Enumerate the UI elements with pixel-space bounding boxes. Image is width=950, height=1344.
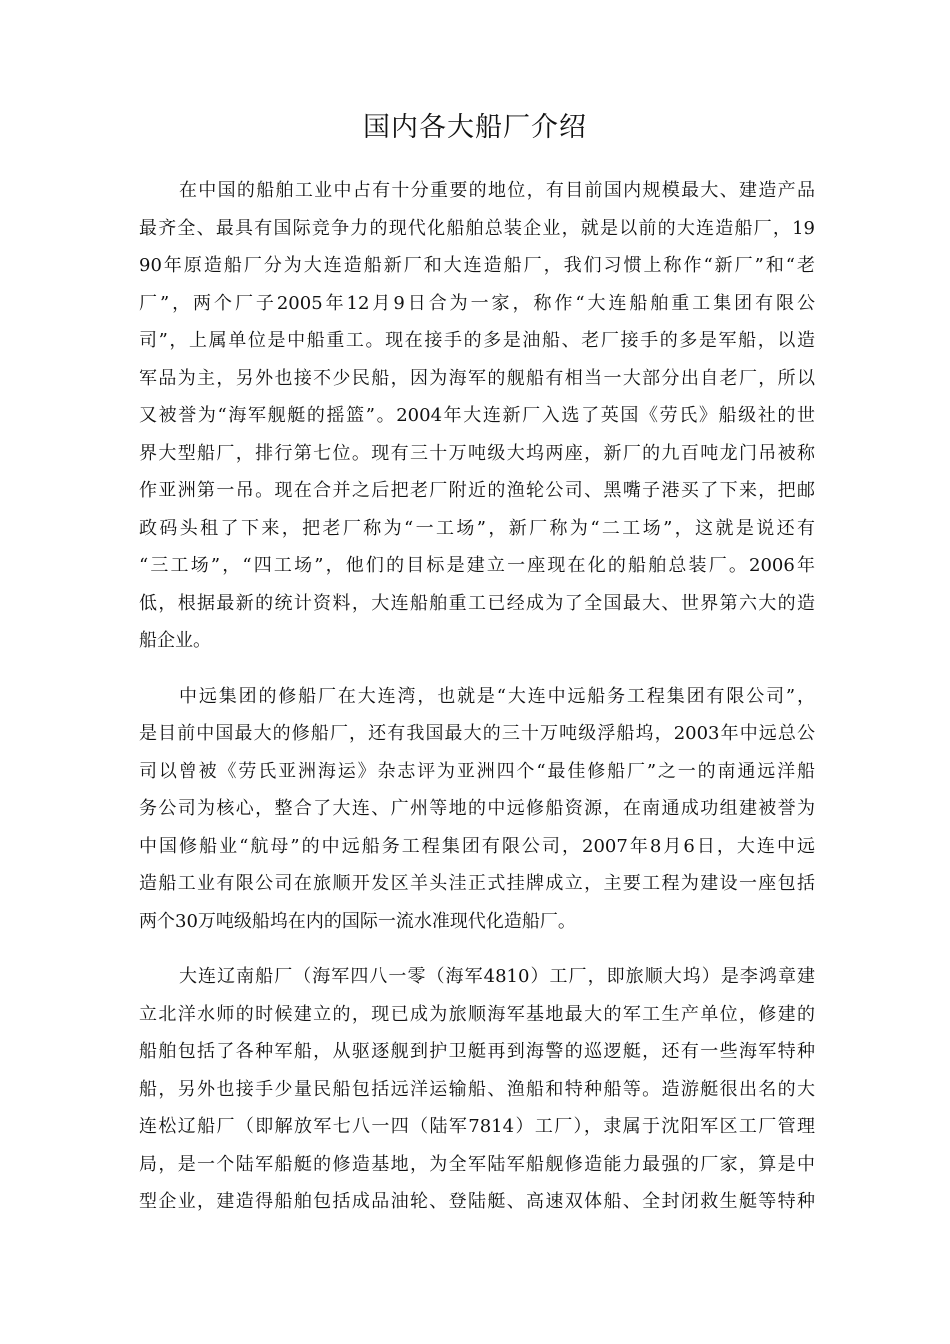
text-line: 作亚洲第一吊。现在合并之后把老厂附近的渔轮公司、黑嘴子港买了下来，把邮 xyxy=(139,480,815,501)
text-line: 造船工业有限公司在旅顺开发区羊头洼正式挂牌成立，主要工程为建设一座包括 xyxy=(139,873,815,894)
paragraph xyxy=(139,958,815,1221)
text-line: 船，另外也接手少量民船包括远洋运输船、渔船和特种船等。造游艇很出名的大 xyxy=(139,1078,815,1100)
text-line: 90年原造船厂分为大连造船新厂和大连造船厂，我们习惯上称作“新厂”和“老 xyxy=(139,255,815,276)
text-line: 船企业。 xyxy=(139,630,211,651)
paragraph xyxy=(139,678,815,941)
text-line: 界大型船厂，排行第七位。现有三十万吨级大坞两座，新厂的九百吨龙门吊被称 xyxy=(139,442,815,464)
text-line: 又被誉为“海军舰艇的摇篮”。2004年大连新厂入选了英国《劳氏》船级社的世 xyxy=(139,405,815,426)
text-line: 型企业，建造得船舶包括成品油轮、登陆艇、高速双体船、全封闭救生艇等特种 xyxy=(139,1191,815,1212)
text-line: 中国修船业“航母”的中远船务工程集团有限公司，2007年8月6日，大连中远 xyxy=(139,835,815,857)
text-line: 厂”，两个厂子2005年12月9日合为一家，称作“大连船舶重工集团有限公 xyxy=(139,292,815,314)
text-line: 军品为主，另外也接不少民船，因为海军的舰船有相当一大部分出自老厂，所以 xyxy=(139,367,815,389)
text-line: 船舶包括了各种军船，从驱逐舰到护卫艇再到海警的巡逻艇，还有一些海军特种 xyxy=(139,1041,815,1062)
document-title: 国内各大船厂介绍 xyxy=(363,112,587,143)
text-line: 局，是一个陆军船艇的修造基地，为全军陆军船舰修造能力最强的厂家，算是中 xyxy=(139,1153,815,1175)
text-line: 政码头租了下来，把老厂称为“一工场”，新厂称为“二工场”，这就是说还有 xyxy=(139,517,815,539)
text-line: 务公司为核心，整合了大连、广州等地的中远修船资源，在南通成功组建被誉为 xyxy=(139,798,815,819)
text-line: 立北洋水师的时候建立的，现已成为旅顺海军基地最大的军工生产单位，修建的 xyxy=(139,1003,815,1025)
text-line: 两个30万吨级船坞在内的国际一流水准现代化造船厂。 xyxy=(139,910,576,932)
document-body xyxy=(139,172,815,1239)
text-line: 在中国的船舶工业中占有十分重要的地位，有目前国内规模最大、建造产品 xyxy=(179,180,815,201)
text-line: 司以曾被《劳氏亚洲海运》杂志评为亚洲四个“最佳修船厂”之一的南通远洋船 xyxy=(139,760,815,782)
text-line: 最齐全、最具有国际竞争力的现代化船舶总装企业，就是以前的大连造船厂，19 xyxy=(139,217,815,239)
text-line: 低，根据最新的统计资料，大连船舶重工已经成为了全国最大、世界第六大的造 xyxy=(139,592,815,614)
text-line: 司”，上属单位是中船重工。现在接手的多是油船、老厂接手的多是军船，以造 xyxy=(139,330,815,351)
text-line: 大连辽南船厂（海军四八一零（海军4810）工厂，即旅顺大坞）是李鸿章建 xyxy=(179,966,815,987)
text-line: “三工场”，“四工场”，他们的目标是建立一座现在化的船舶总装厂。2006年 xyxy=(139,555,815,576)
text-line: 连松辽船厂（即解放军七八一四（陆军7814）工厂），隶属于沈阳军区工厂管理 xyxy=(139,1116,815,1137)
paragraph xyxy=(139,172,815,660)
text-line: 中远集团的修船厂在大连湾，也就是“大连中远船务工程集团有限公司”， xyxy=(179,685,815,707)
text-line: 是目前中国最大的修船厂，还有我国最大的三十万吨级浮船坞，2003年中远总公 xyxy=(139,723,815,744)
